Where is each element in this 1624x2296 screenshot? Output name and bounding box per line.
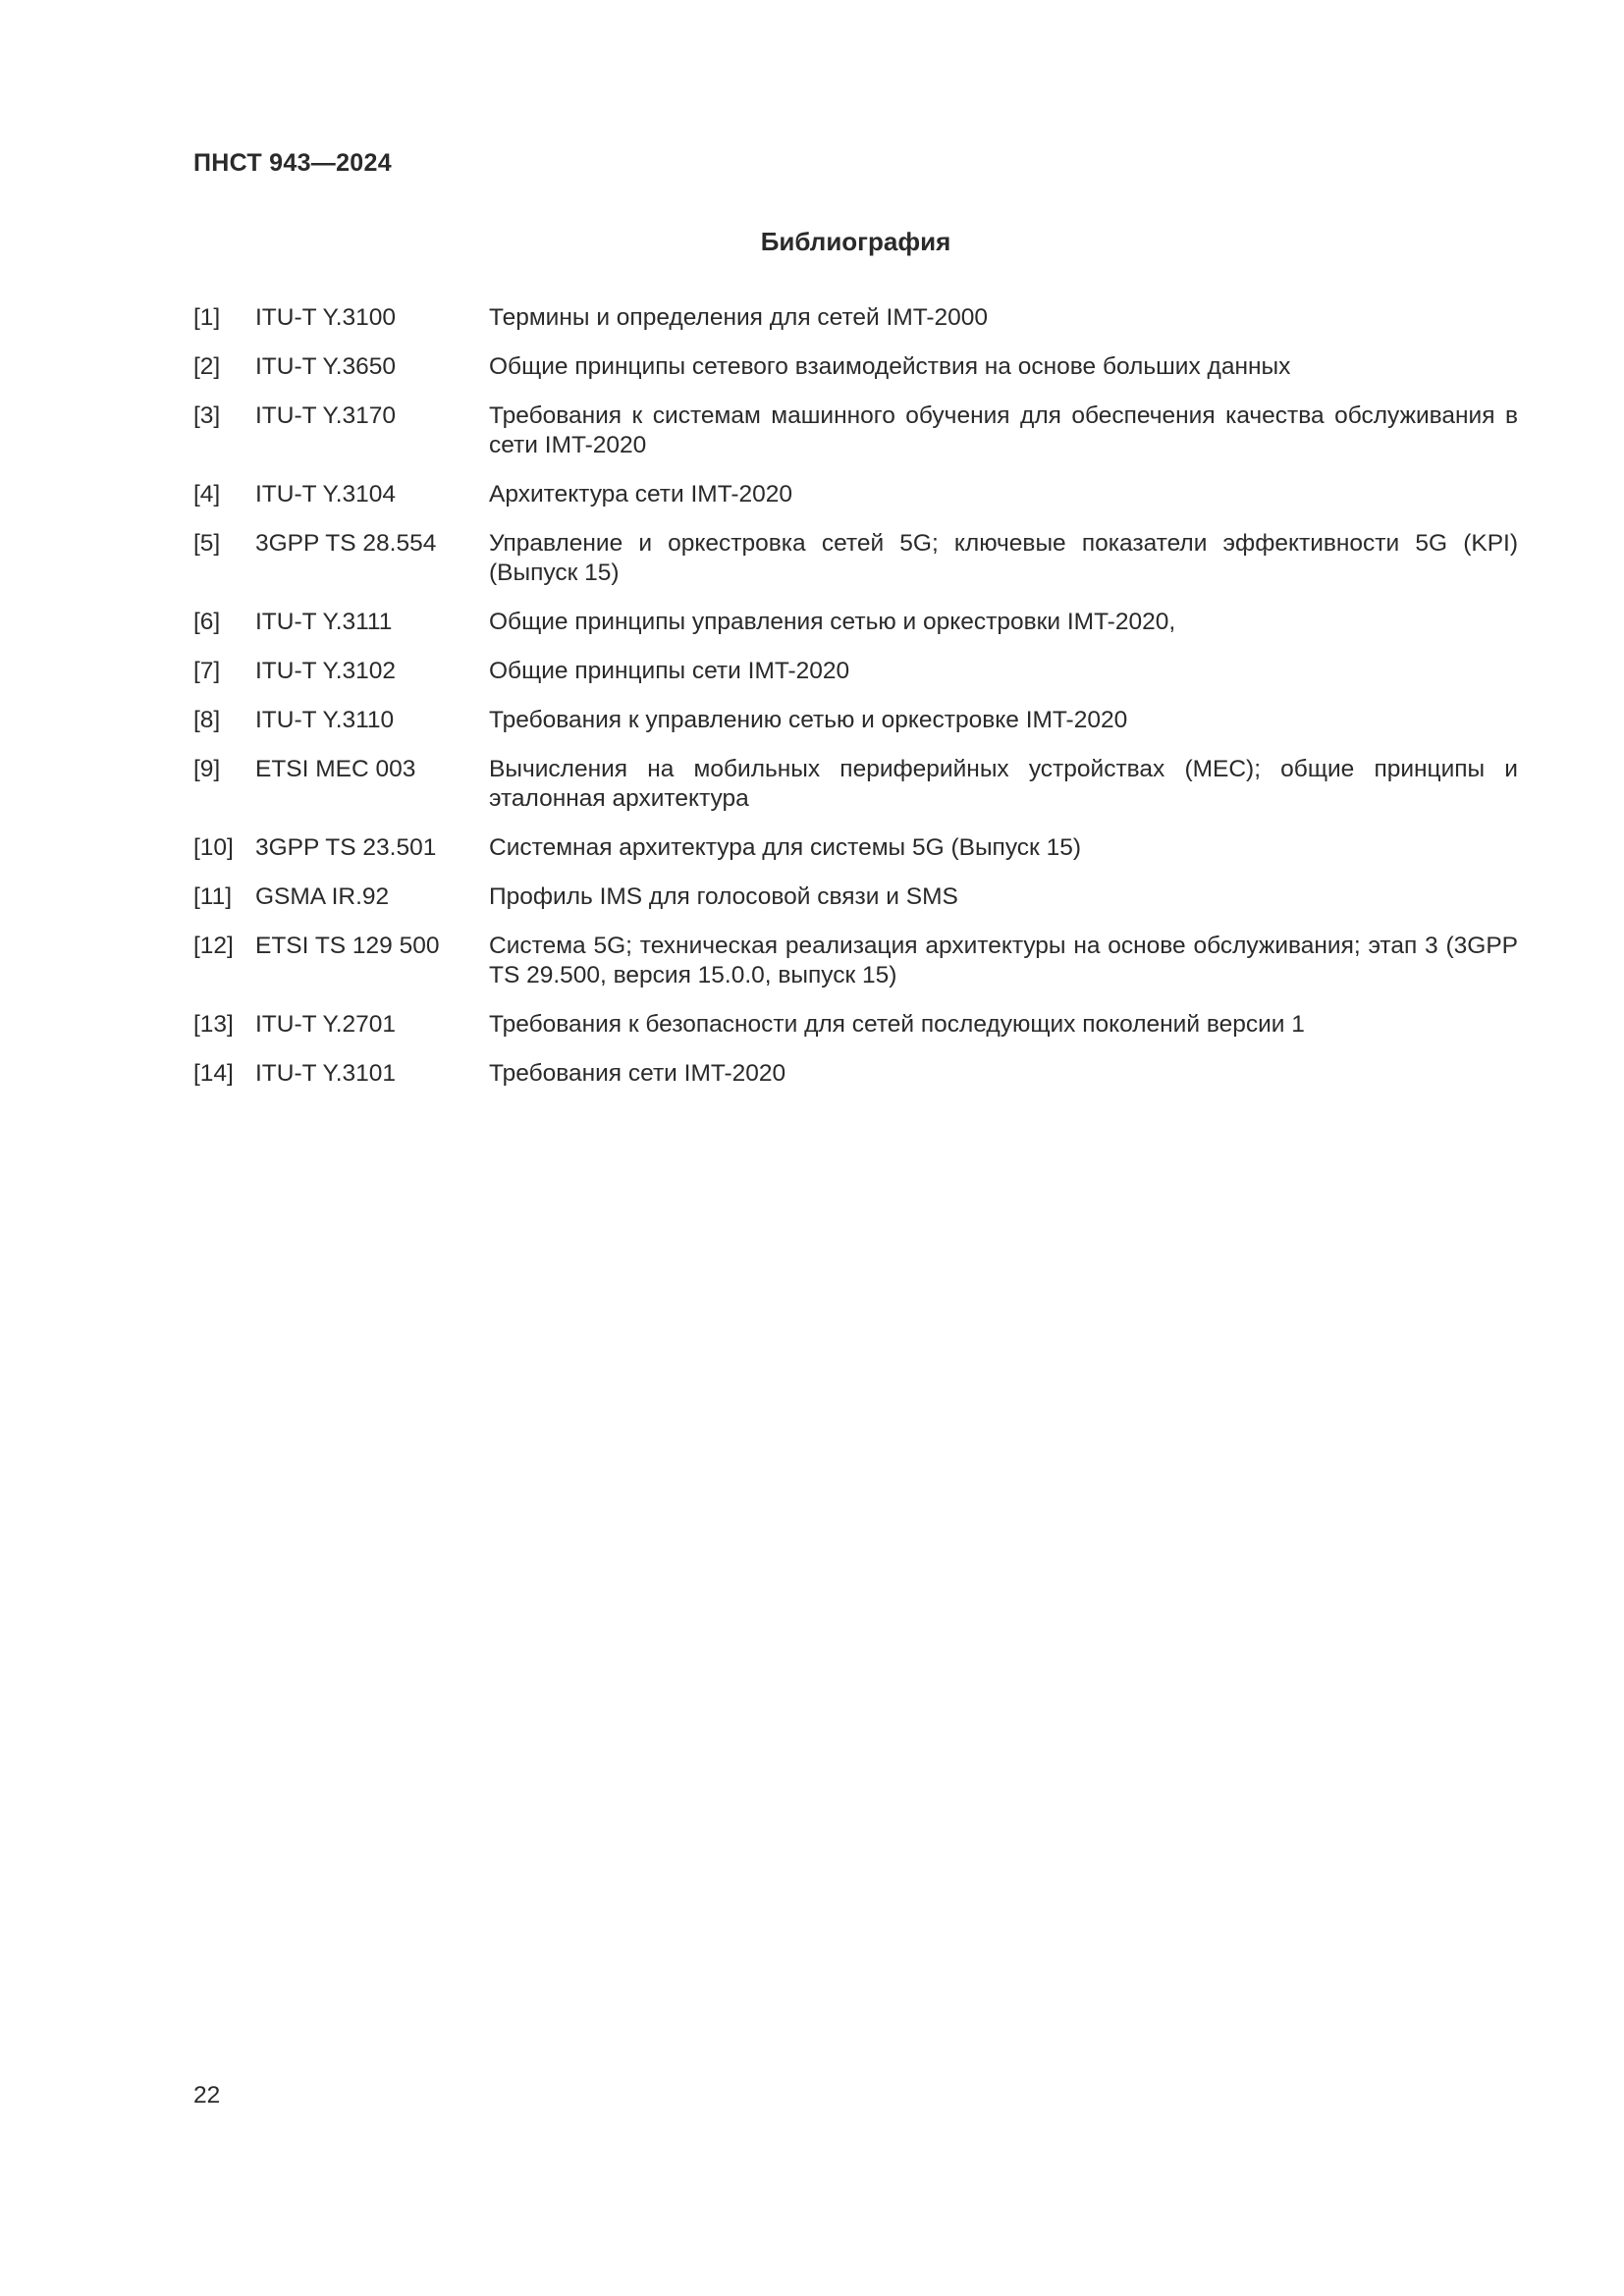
entry-standard-code: ETSI TS 129 500 bbox=[255, 933, 440, 959]
entry-title: Архитектура сети IMT-2020 bbox=[489, 481, 792, 507]
entry-title: Системная архитектура для системы 5G (Выпуск 15) bbox=[489, 834, 1081, 861]
bibliography-entry bbox=[193, 401, 1518, 460]
entry-number: [12] bbox=[193, 933, 234, 959]
bibliography-entry bbox=[193, 755, 1518, 814]
entry-number: [7] bbox=[193, 658, 221, 684]
entry-number: [13] bbox=[193, 1011, 234, 1038]
bibliography-entry bbox=[193, 932, 1518, 990]
entry-title: Требования сети IMT-2020 bbox=[489, 1060, 786, 1087]
entry-title: Термины и определения для сетей IMT-2000 bbox=[489, 304, 989, 331]
bibliography-entry bbox=[193, 1059, 1518, 1089]
entry-standard-code: ITU-T Y.3170 bbox=[255, 402, 397, 429]
entry-number: [1] bbox=[193, 304, 221, 331]
entry-standard-code: ITU-T Y.3100 bbox=[255, 304, 397, 331]
entry-title: Требования к системам машинного обучения для обеспечения качества обслуживания в сети IMT-2020 bbox=[489, 402, 1518, 458]
entry-standard-code: ITU-T Y.3111 bbox=[255, 609, 393, 635]
entry-number: [4] bbox=[193, 481, 221, 507]
bibliography-list bbox=[193, 303, 1518, 1108]
entry-title: Общие принципы сетевого взаимодействия на основе больших данных bbox=[489, 353, 1291, 380]
entry-standard-code: ITU-T Y.3650 bbox=[255, 353, 397, 380]
entry-title: Требования к управлению сетью и оркестровке IMT-2020 bbox=[489, 707, 1128, 733]
entry-title: Требования к безопасности для сетей последующих поколений версии 1 bbox=[489, 1011, 1305, 1038]
bibliography-entry bbox=[193, 833, 1518, 863]
entry-standard-code: ITU-T Y.3102 bbox=[255, 658, 397, 684]
bibliography-entry bbox=[193, 882, 1518, 912]
entry-number: [5] bbox=[193, 530, 221, 557]
entry-number: [9] bbox=[193, 756, 221, 782]
entry-number: [8] bbox=[193, 707, 221, 733]
entry-title: Система 5G; техническая реализация архитектуры на основе обслуживания; этап 3 (3GPP TS 29.500, версия 15.0.0, выпуск 15) bbox=[489, 933, 1518, 988]
entry-title: Вычисления на мобильных периферийных устройствах (МЕС); общие принципы и эталонная архитектура bbox=[489, 756, 1518, 812]
entry-title: Общие принципы сети IMT-2020 bbox=[489, 658, 850, 684]
entry-title: Профиль IMS для голосовой связи и SMS bbox=[489, 883, 958, 910]
entry-number: [10] bbox=[193, 834, 234, 861]
entry-number: [11] bbox=[193, 883, 233, 910]
entry-standard-code: ITU-T Y.3101 bbox=[255, 1060, 397, 1087]
bibliography-entry bbox=[193, 480, 1518, 509]
entry-number: [2] bbox=[193, 353, 221, 380]
entry-standard-code: GSMA IR.92 bbox=[255, 883, 390, 910]
bibliography-entry bbox=[193, 352, 1518, 382]
entry-standard-code: ITU-T Y.2701 bbox=[255, 1011, 397, 1038]
page-number: 22 bbox=[193, 2082, 221, 2109]
entry-standard-code: 3GPP TS 23.501 bbox=[255, 834, 437, 861]
entry-title: Общие принципы управления сетью и оркестровки IMT-2020, bbox=[489, 609, 1176, 635]
entry-number: [6] bbox=[193, 609, 221, 635]
entry-standard-code: ETSI MEC 003 bbox=[255, 756, 416, 782]
entry-number: [3] bbox=[193, 402, 221, 429]
entry-standard-code: ITU-T Y.3110 bbox=[255, 707, 395, 733]
document-code: ПНСТ 943—2024 bbox=[193, 149, 392, 177]
bibliography-entry bbox=[193, 608, 1518, 637]
entry-number: [14] bbox=[193, 1060, 234, 1087]
section-title: Библиография bbox=[760, 227, 951, 256]
bibliography-entry bbox=[193, 303, 1518, 333]
entry-title: Управление и оркестровка сетей 5G; ключевые показатели эффективности 5G (KPI) (Выпуск 15) bbox=[489, 530, 1518, 586]
bibliography-entry bbox=[193, 657, 1518, 686]
bibliography-entry bbox=[193, 529, 1518, 588]
bibliography-entry bbox=[193, 1010, 1518, 1040]
entry-standard-code: ITU-T Y.3104 bbox=[255, 481, 397, 507]
bibliography-entry bbox=[193, 706, 1518, 735]
entry-standard-code: 3GPP TS 28.554 bbox=[255, 530, 437, 557]
